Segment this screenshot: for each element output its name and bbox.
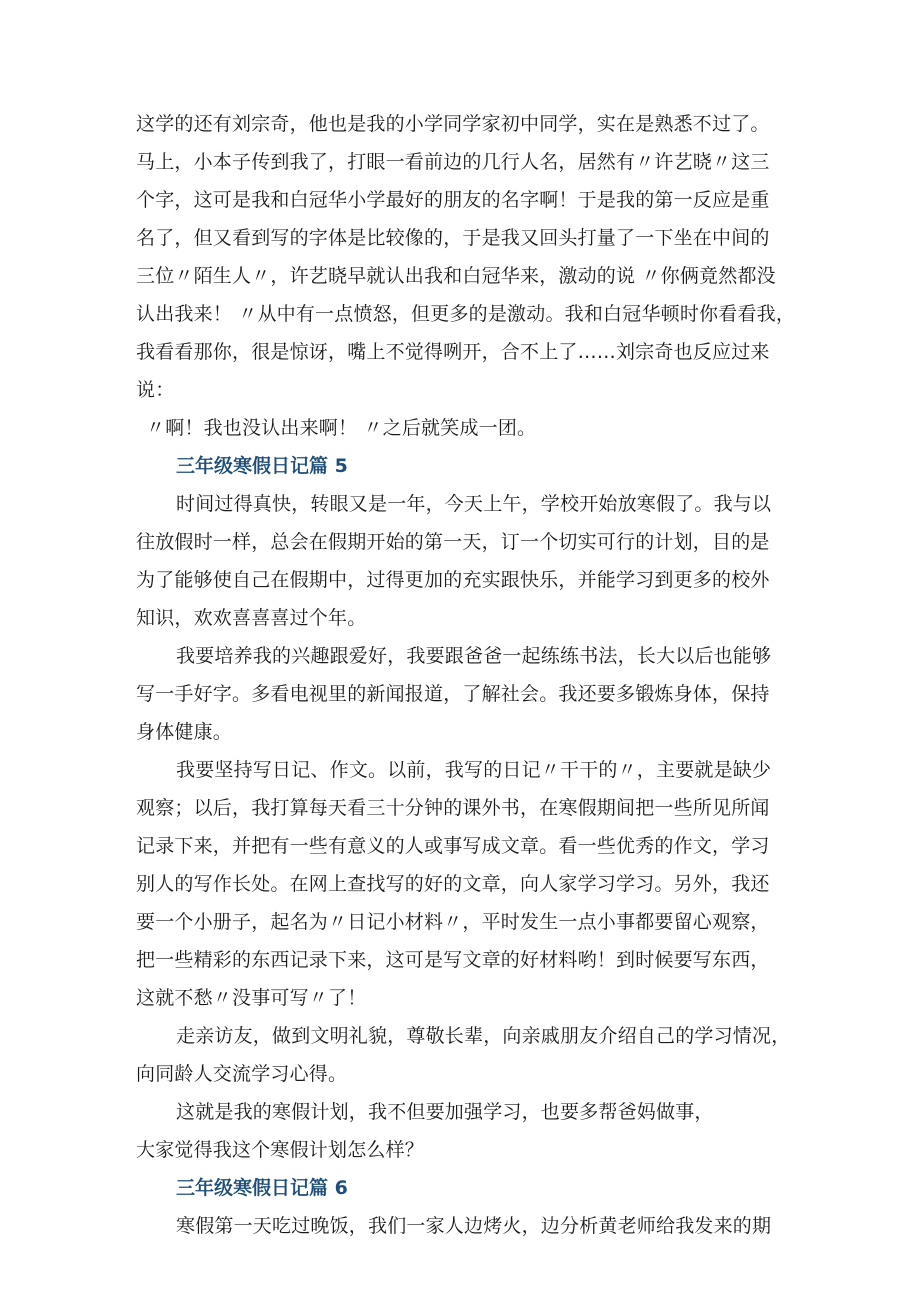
paragraph-line: 知识，欢欢喜喜喜过个年。: [136, 607, 367, 629]
paragraph-line: 说：: [136, 379, 175, 401]
paragraph-line: 个字，这可是我和白冠华小学最好的朋友的名字啊！于是我的第一反应是重: [136, 189, 770, 211]
paragraph-line: 身体健康。: [136, 721, 233, 743]
paragraph-line: 大家觉得我这个寒假计划怎么样？: [136, 1139, 425, 1161]
section-heading: 三年级寒假日记篇 5: [176, 455, 348, 477]
paragraph-line: 写一手好字。多看电视里的新闻报道，了解社会。我还要多锻炼身体，保持: [136, 683, 770, 705]
paragraph-line: 名了，但又看到写的字体是比较像的，于是我又回头打量了一下坐在中间的: [136, 227, 770, 249]
paragraph-line: 我看看那你，很是惊讶，嘴上不觉得咧开，合不上了……刘宗奇也反应过来: [136, 341, 770, 363]
paragraph-line: 要一个小册子，起名为〃日记小材料〃，平时发生一点小事都要留心观察，: [136, 911, 770, 933]
paragraph-line: 三位〃陌生人〃，许艺晓早就认出我和白冠华来，激动的说 〃你俩竟然都没: [136, 265, 776, 287]
section-heading: 三年级寒假日记篇 6: [176, 1177, 348, 1199]
paragraph-line: 时间过得真快，转眼又是一年，今天上午，学校开始放寒假了。我与以: [176, 493, 772, 515]
paragraph-line: 这学的还有刘宗奇，他也是我的小学同学家初中同学，实在是熟悉不过了。: [136, 113, 770, 135]
paragraph-line: 向同龄人交流学习心得。: [136, 1063, 348, 1085]
paragraph-line: 认出我来！ 〃从中有一点愤怒，但更多的是激动。我和白冠华顿时你看看我，: [136, 303, 796, 325]
paragraph-line: 〃啊！我也没认出来啊！ 〃之后就笑成一团。: [146, 417, 537, 439]
paragraph-line: 我要培养我的兴趣跟爱好，我要跟爸爸一起练练书法，长大以后也能够: [176, 645, 772, 667]
paragraph-line: 这就不愁〃没事可写〃了！: [136, 987, 367, 1009]
paragraph-line: 走亲访友，做到文明礼貌，尊敬长辈，向亲戚朋友介绍自己的学习情况，: [176, 1025, 791, 1047]
paragraph-line: 寒假第一天吃过晚饭，我们一家人边烤火，边分析黄老师给我发来的期: [176, 1215, 772, 1237]
paragraph-line: 观察；以后，我打算每天看三十分钟的课外书，在寒假期间把一些所见所闻: [136, 797, 770, 819]
paragraph-line: 马上，小本子传到我了，打眼一看前边的几行人名，居然有〃许艺晓〃这三: [136, 151, 770, 173]
paragraph-line: 别人的写作长处。在网上查找写的好的文章，向人家学习学习。另外，我还: [136, 873, 770, 895]
paragraph-line: 把一些精彩的东西记录下来，这可是写文章的好材料哟！到时候要写东西，: [136, 949, 770, 971]
paragraph-line: 记录下来，并把有一些有意义的人或事写成文章。看一些优秀的作文，学习: [136, 835, 770, 857]
paragraph-line: 我要坚持写日记、作文。以前，我写的日记〃干干的〃，主要就是缺少: [176, 759, 772, 781]
paragraph-line: 为了能够使自己在假期中，过得更加的充实跟快乐，并能学习到更多的校外: [136, 569, 770, 591]
paragraph-line: 往放假时一样，总会在假期开始的第一天，订一个切实可行的计划，目的是: [136, 531, 770, 553]
paragraph-line: 这就是我的寒假计划，我不但要加强学习，也要多帮爸妈做事，: [176, 1101, 714, 1123]
